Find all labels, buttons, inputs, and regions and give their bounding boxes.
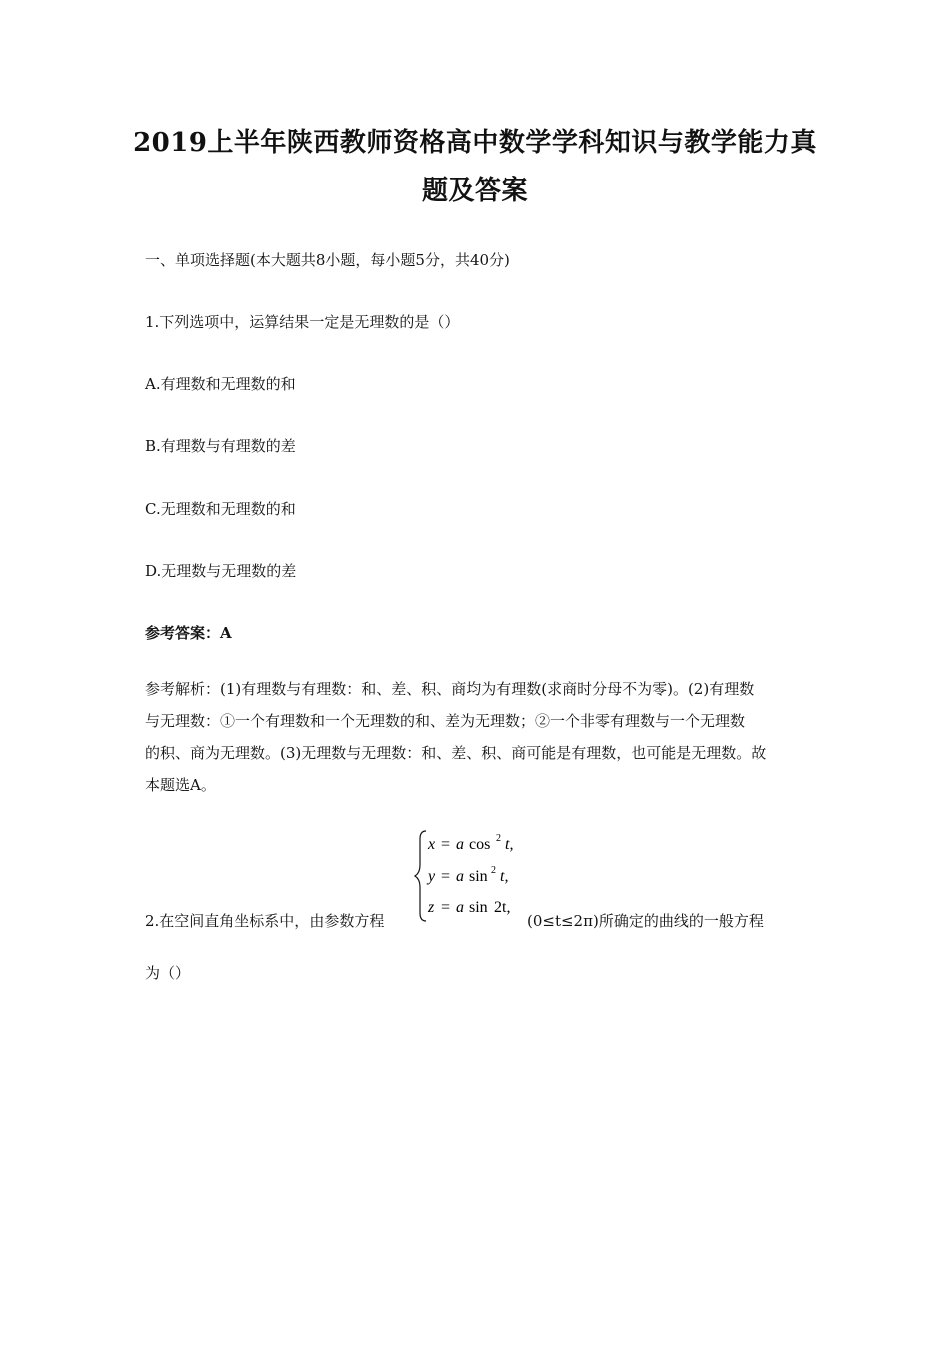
analysis-line: 与无理数：①一个有理数和一个无理数的和、差为无理数；②一个非零有理数与一个无理数 — [145, 712, 746, 730]
eq2-function: sin — [469, 868, 488, 885]
eq2-equals: = — [441, 868, 451, 885]
eq1-lhs: x — [428, 836, 436, 853]
eq3-function: sin — [469, 899, 488, 916]
question-1-option-d: D.无理数与无理数的差 — [145, 562, 297, 580]
analysis-line: 参考解析：(1)有理数与有理数：和、差、积、商均为有理数(求商时分母不为零)。(2)有理数 — [145, 680, 755, 698]
document-title-line-2: 题及答案 — [421, 176, 528, 206]
eq1-equals: = — [441, 836, 451, 853]
document-title-line-1: 2019上半年陕西教师资格高中数学学科知识与教学能力真 — [133, 128, 817, 158]
question-2-stem-suffix: (0≤t≤2π)所确定的曲线的一般方程 — [527, 912, 764, 930]
left-brace-icon — [415, 831, 426, 921]
question-1-option-a: A.有理数和无理数的和 — [145, 375, 296, 393]
question-1-analysis — [145, 673, 807, 801]
eq2-exponent: 2 — [491, 865, 496, 876]
analysis-line: 的积、商为无理数。(3)无理数与无理数：和、差、积、商可能是有理数，也可能是无理数。故 — [145, 744, 767, 762]
section-heading: 一、单项选择题(本大题共8小题，每小题5分，共40分) — [145, 251, 510, 269]
parametric-equation-svg — [414, 827, 526, 925]
eq3-argument: 2t, — [494, 899, 511, 916]
eq2-coef: a — [456, 868, 464, 885]
question-1-option-b: B.有理数与有理数的差 — [145, 437, 296, 455]
parametric-equation-formula — [414, 827, 526, 925]
question-1-stem: 1.下列选项中，运算结果一定是无理数的是（） — [145, 313, 460, 331]
eq3-coef: a — [456, 899, 464, 916]
question-2-stem-prefix: 2.在空间直角坐标系中，由参数方程 — [145, 912, 385, 930]
eq1-exponent: 2 — [496, 833, 501, 844]
question-1-answer: 参考答案：A — [145, 624, 232, 642]
eq3-lhs: z — [428, 899, 435, 916]
eq2-lhs: y — [428, 868, 436, 885]
eq1-coef: a — [456, 836, 464, 853]
eq3-equals: = — [441, 899, 451, 916]
eq1-variable: t, — [505, 836, 514, 853]
question-1-option-c: C.无理数和无理数的和 — [145, 500, 296, 518]
analysis-line: 本题选A。 — [145, 776, 216, 794]
question-2-stem-end: 为（） — [145, 964, 191, 982]
eq2-variable: t, — [500, 868, 509, 885]
eq1-function: cos — [469, 836, 491, 853]
